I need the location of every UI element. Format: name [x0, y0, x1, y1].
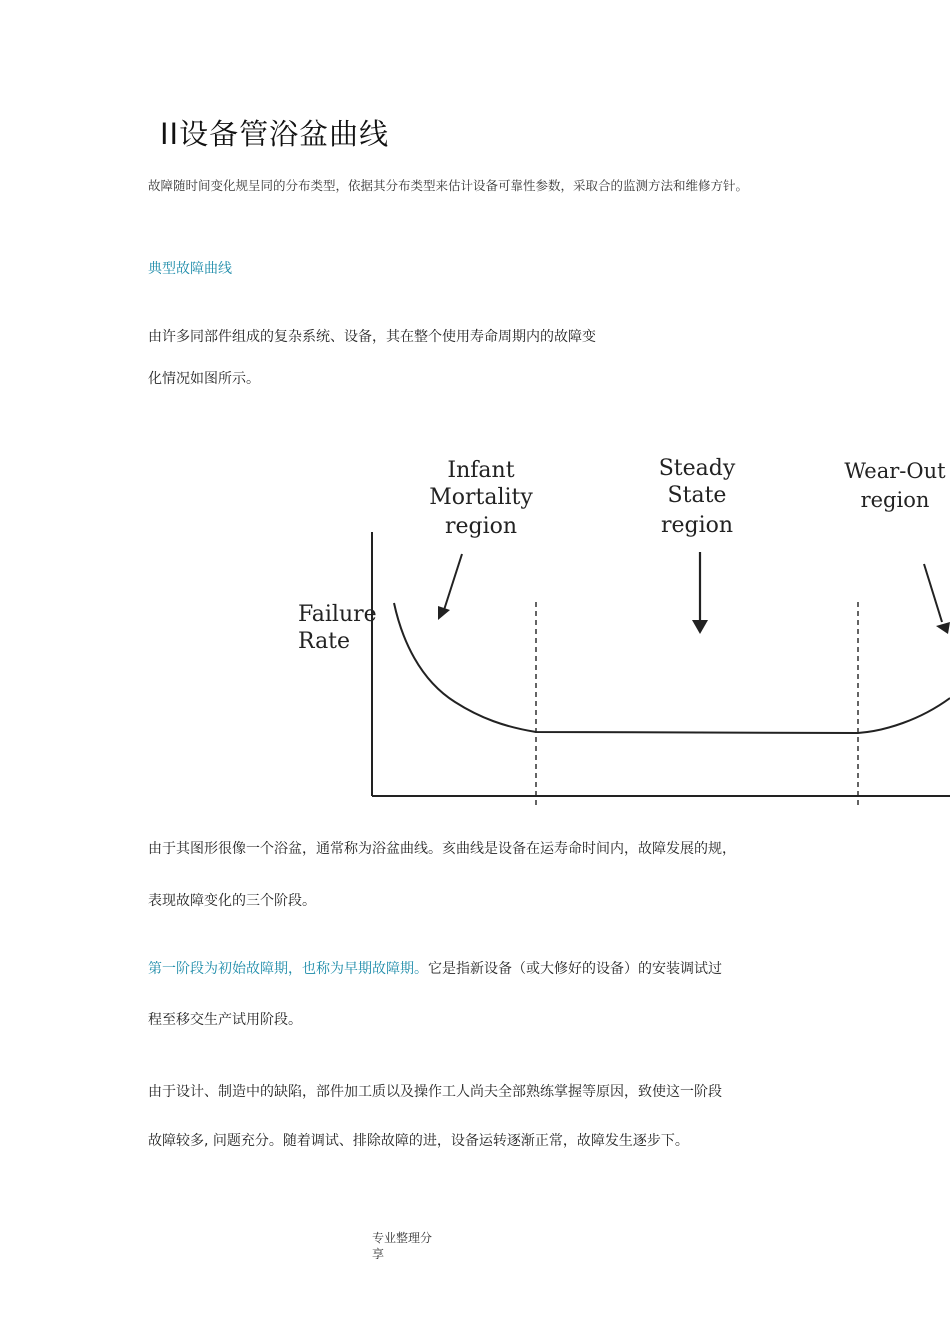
- paragraph-2-line-1: 由于其图形很像一个浴盆，通常称为浴盆曲线。亥曲线是设备在运寿命时间内，故障发展的规，: [148, 841, 736, 857]
- region-label-steady-1: Steady: [658, 456, 736, 481]
- wearout-arrow: [924, 564, 950, 634]
- region-label-wearout-1: Wear-Out: [844, 459, 946, 483]
- paragraph-3-highlight: 第一阶段为初始故障期，也称为早期故障期。: [148, 961, 428, 977]
- region-label-steady-3: region: [660, 513, 734, 538]
- footer-line-1: 专业整理分: [372, 1231, 433, 1245]
- failure-rate-curve: [394, 603, 950, 733]
- bathtub-curve-chart: [280, 440, 950, 810]
- paragraph-1-line-2: 化情况如图所示。: [148, 371, 260, 387]
- intro-text: 故障随时间变化规呈同的分布类型，依据其分布类型来估计设备可靠性参数，采取合的监测方法和维修方针。: [148, 178, 749, 193]
- infant-arrow: [438, 554, 462, 620]
- page-title: II设备管浴盆曲线: [160, 117, 390, 151]
- paragraph-3-line-2: 程至移交生产试用阶段。: [148, 1012, 302, 1028]
- steady-arrow: [692, 552, 708, 634]
- region-label-steady-2: State: [667, 483, 727, 508]
- region-label-wearout-2: region: [860, 488, 930, 512]
- y-axis-label-line-2: Rate: [298, 629, 351, 654]
- footer-line-2: 享: [372, 1247, 385, 1261]
- paragraph-4-line-1: 由于设计、制造中的缺陷，部件加工质以及操作工人尚夫全部熟练掌握等原因，致使这一阶段: [148, 1084, 722, 1100]
- paragraph-2-line-2: 表现故障变化的三个阶段。: [148, 893, 316, 909]
- region-label-infant-3: region: [444, 514, 518, 539]
- section-heading: 典型故障曲线: [148, 261, 232, 277]
- footer: [372, 1230, 452, 1262]
- paragraph-1-line-1: 由许多同部件组成的复杂系统、设备，其在整个使用寿命周期内的故障变: [148, 329, 596, 345]
- region-label-infant-1: Infant: [447, 458, 515, 483]
- paragraph-4-line-2: 故障较多, 问题充分。随着调试、排除故障的进，设备运转逐渐正常，故障发生逐步下。: [148, 1133, 689, 1149]
- y-axis-label-line-1: Failure: [298, 602, 377, 627]
- paragraph-3-line-1: [148, 958, 722, 978]
- paragraph-3-rest: 它是指新设备（或大修好的设备）的安装调试过: [428, 961, 722, 977]
- region-label-infant-2: Mortality: [429, 485, 533, 510]
